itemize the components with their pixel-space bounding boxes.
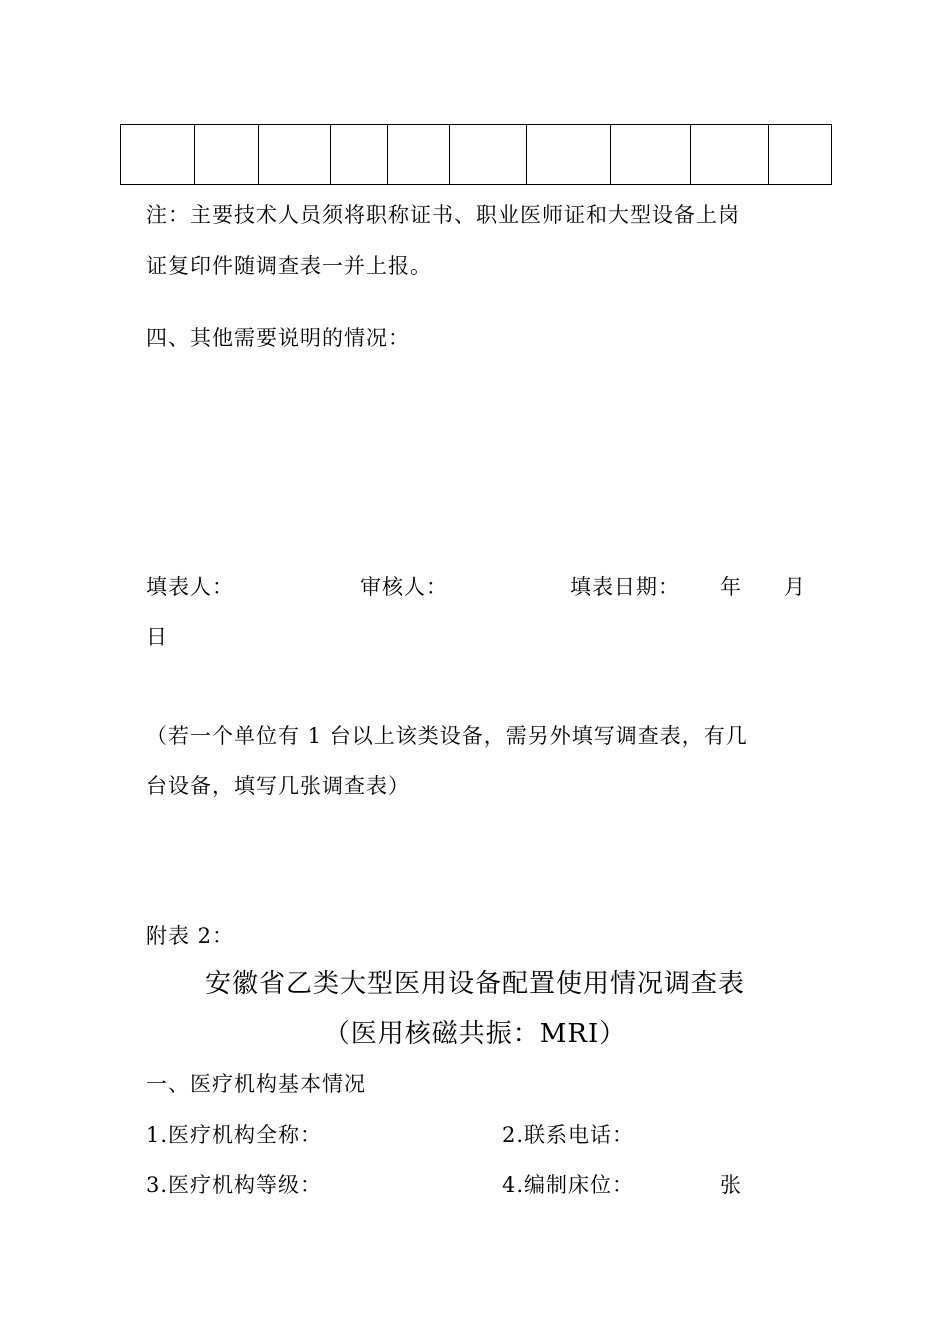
table-cell[interactable] <box>527 125 611 185</box>
document-subtitle: （医用核磁共振：MRI） <box>323 1019 627 1049</box>
remark-line-2: 台设备，填写几张调查表） <box>146 774 410 798</box>
reviewer-label: 审核人： <box>360 575 448 599</box>
date-year: 年 <box>720 575 742 599</box>
table-cell[interactable] <box>121 125 195 185</box>
table-cell[interactable] <box>331 125 388 185</box>
section4-heading: 四、其他需要说明的情况： <box>146 326 410 350</box>
remark-line-1: （若一个单位有 1 台以上该类设备，需另外填写调查表，有几 <box>146 724 748 748</box>
field-beds: 4.编制床位： <box>502 1173 635 1197</box>
field-beds-unit: 张 <box>720 1173 742 1197</box>
date-month: 月 <box>784 575 806 599</box>
appendix-label: 附表 2： <box>146 924 235 948</box>
date-day: 日 <box>146 625 168 649</box>
table-cell[interactable] <box>195 125 259 185</box>
table-cell[interactable] <box>450 125 527 185</box>
table-cell[interactable] <box>259 125 331 185</box>
date-label: 填表日期： <box>570 575 680 599</box>
table-cell[interactable] <box>769 125 832 185</box>
note-line-2: 证复印件随调查表一并上报。 <box>146 254 432 278</box>
table-cell[interactable] <box>691 125 769 185</box>
field-institution-name: 1.医疗机构全称： <box>146 1123 323 1147</box>
table-cell[interactable] <box>388 125 450 185</box>
staff-table-empty-row <box>120 124 832 185</box>
table-row <box>121 125 832 185</box>
note-line-1: 注：主要技术人员须将职称证书、职业医师证和大型设备上岗 <box>146 203 740 227</box>
table-cell[interactable] <box>611 125 691 185</box>
document-title: 安徽省乙类大型医用设备配置使用情况调查表 <box>204 969 745 999</box>
field-phone: 2.联系电话： <box>502 1123 635 1147</box>
filler-label: 填表人： <box>146 575 234 599</box>
section1-heading: 一、医疗机构基本情况 <box>146 1072 366 1096</box>
field-institution-level: 3.医疗机构等级： <box>146 1173 323 1197</box>
